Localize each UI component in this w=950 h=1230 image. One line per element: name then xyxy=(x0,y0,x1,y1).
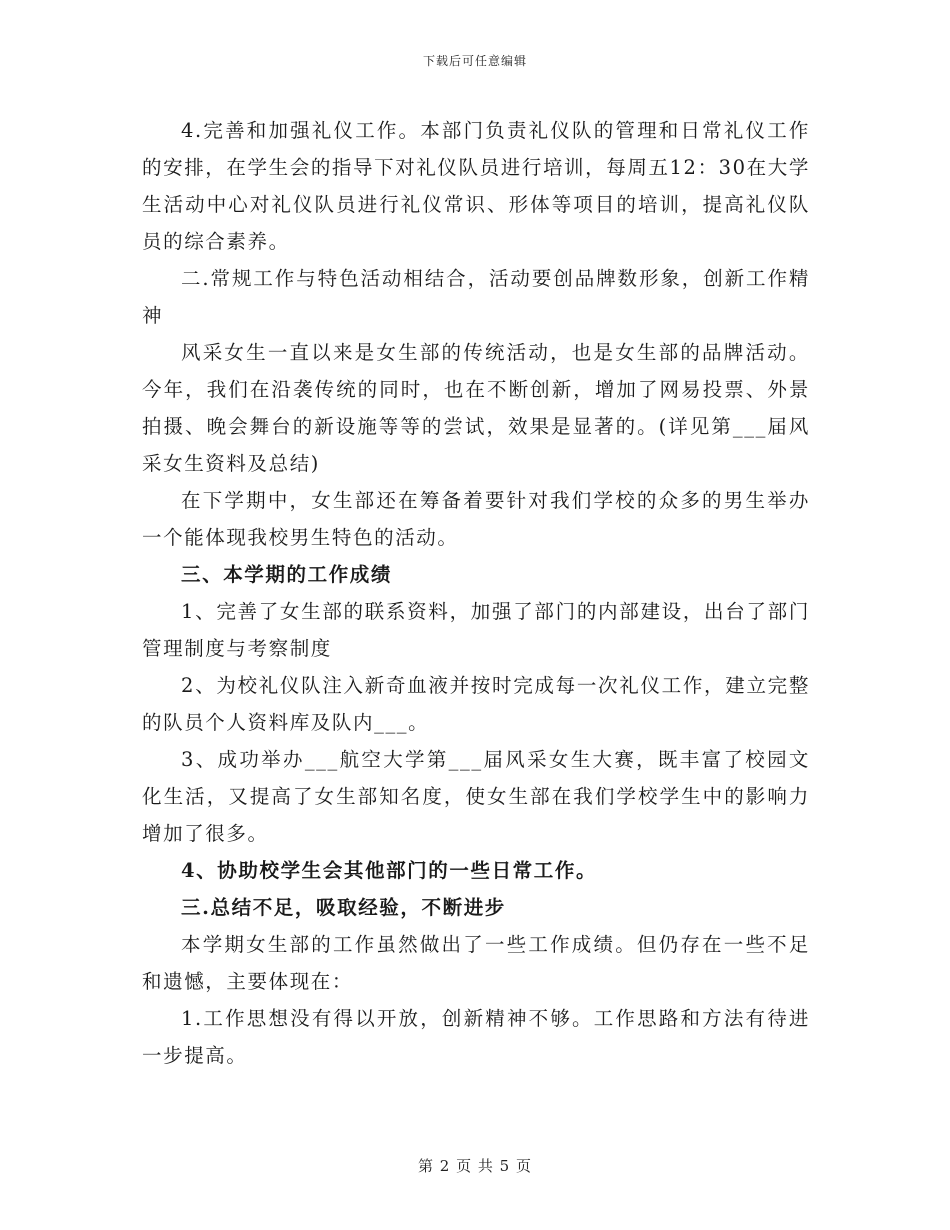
paragraph-elegant-girls-activity: 风采女生一直以来是女生部的传统活动，也是女生部的品牌活动。今年，我们在沿袭传统的同时，也在不断创新，增加了网易投票、外景拍摄、晚会舞台的新设施等等的尝试，效果是显著的。(详见第___届风采女生资料及总结) xyxy=(142,341,810,475)
page-header: 下载后可任意编辑 xyxy=(422,54,527,68)
achievement-item-4: 4、协助校学生会其他部门的一些日常工作。 xyxy=(181,859,598,882)
achievement-item-1: 1、完善了女生部的联系资料，加强了部门的内部建设，出台了部门管理制度与考察制度 xyxy=(142,600,810,660)
achievement-item-2: 2、为校礼仪队注入新奇血液并按时完成每一次礼仪工作，建立完整的队员个人资料库及队内___。 xyxy=(142,674,810,734)
paragraph-etiquette-work: 4.完善和加强礼仪工作。本部门负责礼仪队的管理和日常礼仪工作的安排，在学生会的指导下对礼仪队员进行培训，每周五12：30在大学生活动中心对礼仪队员进行礼仪常识、形体等项目的培训，提高礼仪队员的综合素养。 xyxy=(142,119,810,253)
document-body xyxy=(142,112,810,1074)
heading-summary-shortcomings: 三.总结不足，吸取经验，不断进步 xyxy=(181,896,506,919)
achievement-item-3: 3、成功举办___航空大学第___届风采女生大赛，既丰富了校园文化生活，又提高了女生部知名度，使女生部在我们学校学生中的影响力增加了很多。 xyxy=(142,748,810,845)
paragraph-shortcomings-intro: 本学期女生部的工作虽然做出了一些工作成绩。但仍存在一些不足和遗憾，主要体现在： xyxy=(142,933,810,993)
paragraph-next-semester-plan: 在下学期中，女生部还在筹备着要针对我们学校的众多的男生举办一个能体现我校男生特色的活动。 xyxy=(142,489,810,549)
page-number-footer: 第 2 页 共 5 页 xyxy=(418,1157,532,1175)
heading-semester-achievements: 三、本学期的工作成绩 xyxy=(181,563,393,586)
paragraph-routine-and-special-activities: 二.常规工作与特色活动相结合，活动要创品牌数形象，创新工作精神 xyxy=(142,267,810,327)
shortcoming-item-1: 1.工作思想没有得以开放，创新精神不够。工作思路和方法有待进一步提高。 xyxy=(142,1007,810,1067)
